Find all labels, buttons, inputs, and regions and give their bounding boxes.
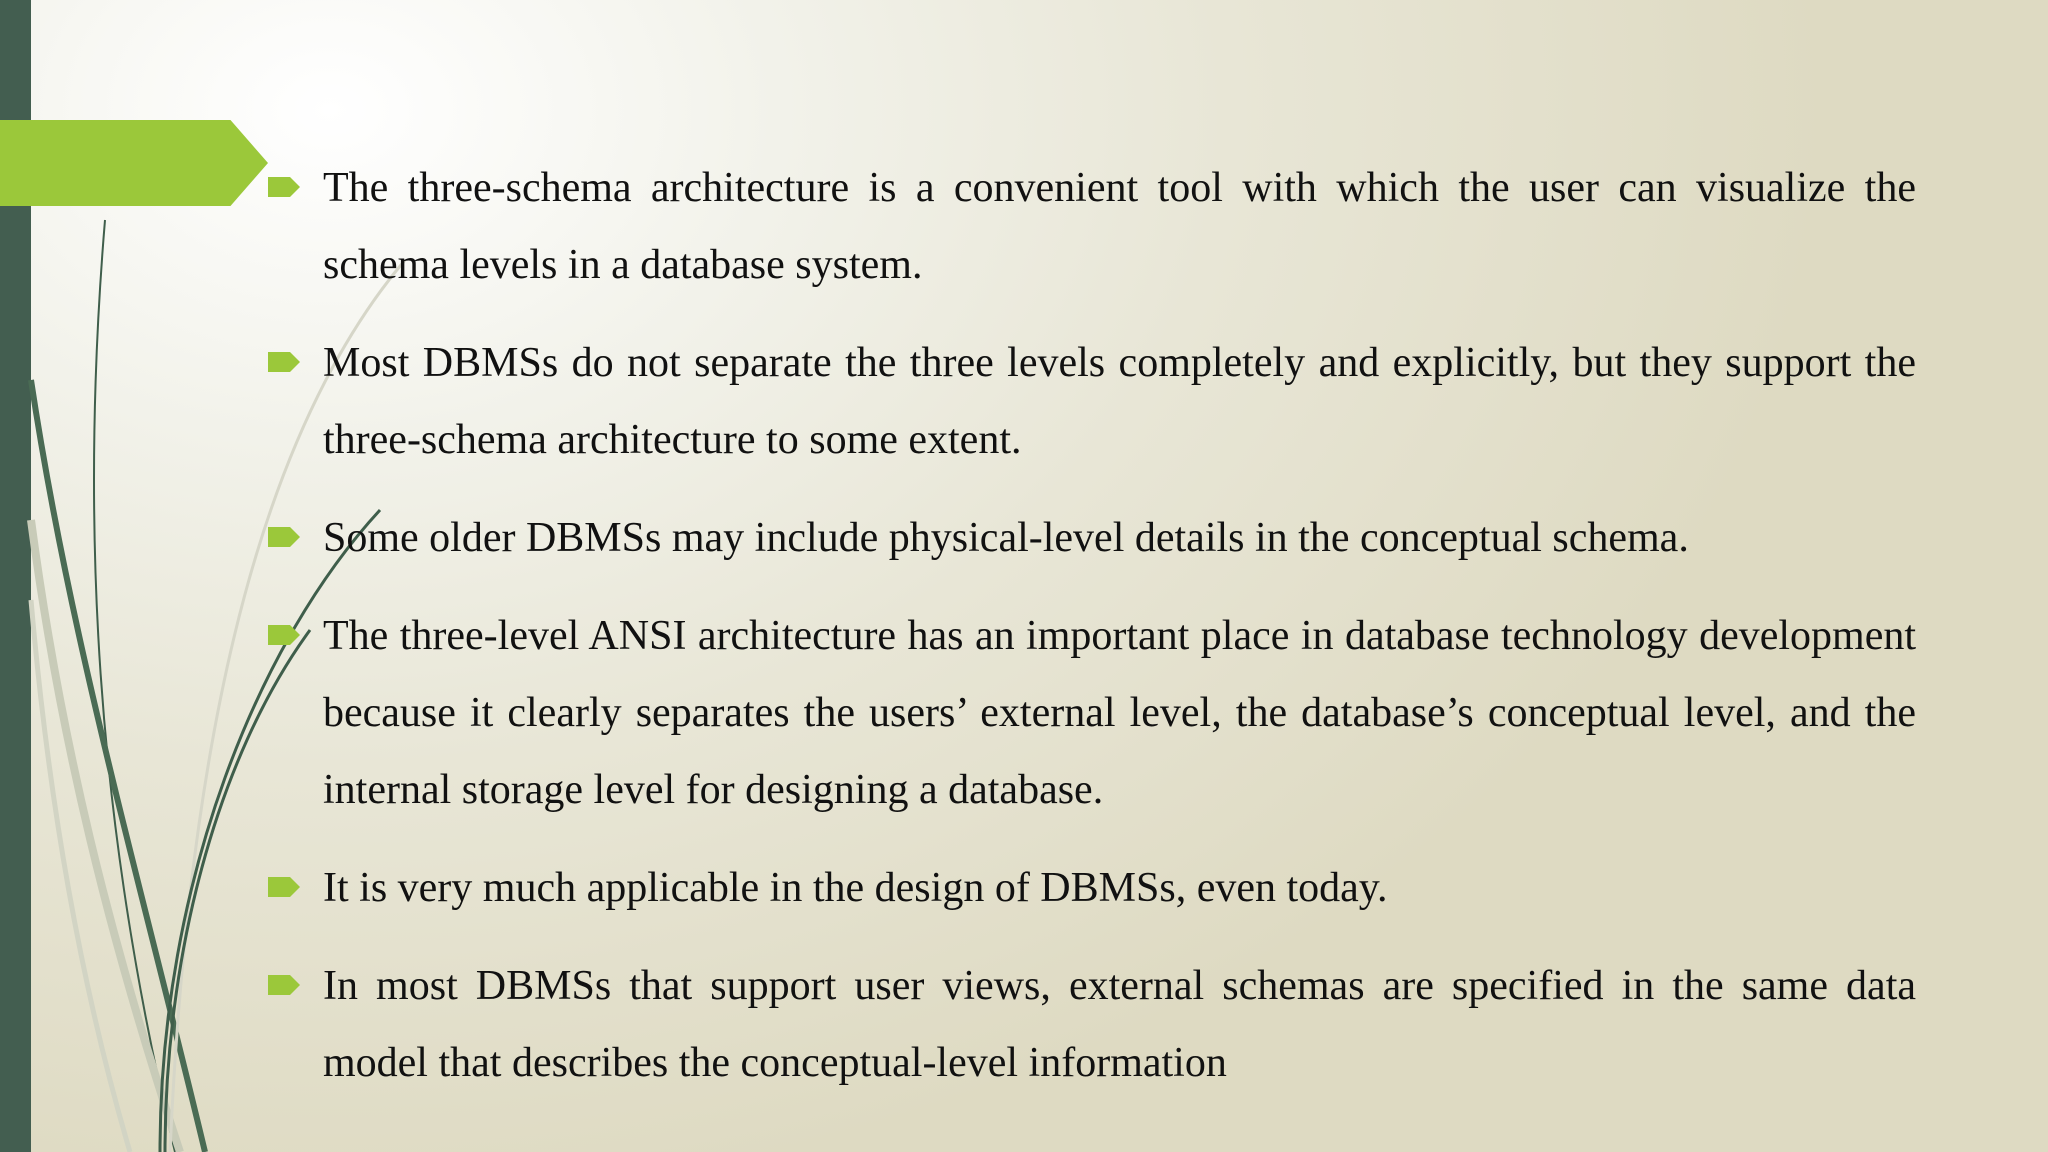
bullet-item <box>268 948 1916 1102</box>
arrow-bullet-icon <box>268 177 300 197</box>
arrow-bullet-icon <box>268 352 300 372</box>
arrow-bullet-icon <box>268 975 300 995</box>
bullet-item <box>268 500 1916 577</box>
bullet-text: Some older DBMSs may include physical-level details in the conceptual schema. <box>323 515 1689 561</box>
bullet-item <box>268 598 1916 829</box>
bullet-text: The three-schema architecture is a convenient tool with which the user can visualize the schema levels in a database system. <box>323 165 1916 288</box>
bullet-text: Most DBMSs do not separate the three levels completely and explicitly, but they support the three-schema architecture to some extent. <box>323 340 1916 463</box>
bullet-text: In most DBMSs that support user views, external schemas are specified in the same data model that describes the conceptual-level information <box>323 963 1916 1086</box>
bullet-list <box>268 150 1916 1102</box>
bullet-item <box>268 150 1916 304</box>
bullet-item <box>268 325 1916 479</box>
arrow-bullet-icon <box>268 625 300 645</box>
arrow-bullet-icon <box>268 877 300 897</box>
arrow-bullet-icon <box>268 527 300 547</box>
bullet-item <box>268 850 1916 927</box>
title-accent-tab <box>0 120 268 206</box>
slide-content <box>268 150 1916 1123</box>
bullet-text: The three-level ANSI architecture has an important place in database technology development because it clearly separates the users’ external level, the database’s conceptual level, and the internal storage level for designing a database. <box>323 613 1916 813</box>
bullet-text: It is very much applicable in the design of DBMSs, even today. <box>323 865 1388 911</box>
